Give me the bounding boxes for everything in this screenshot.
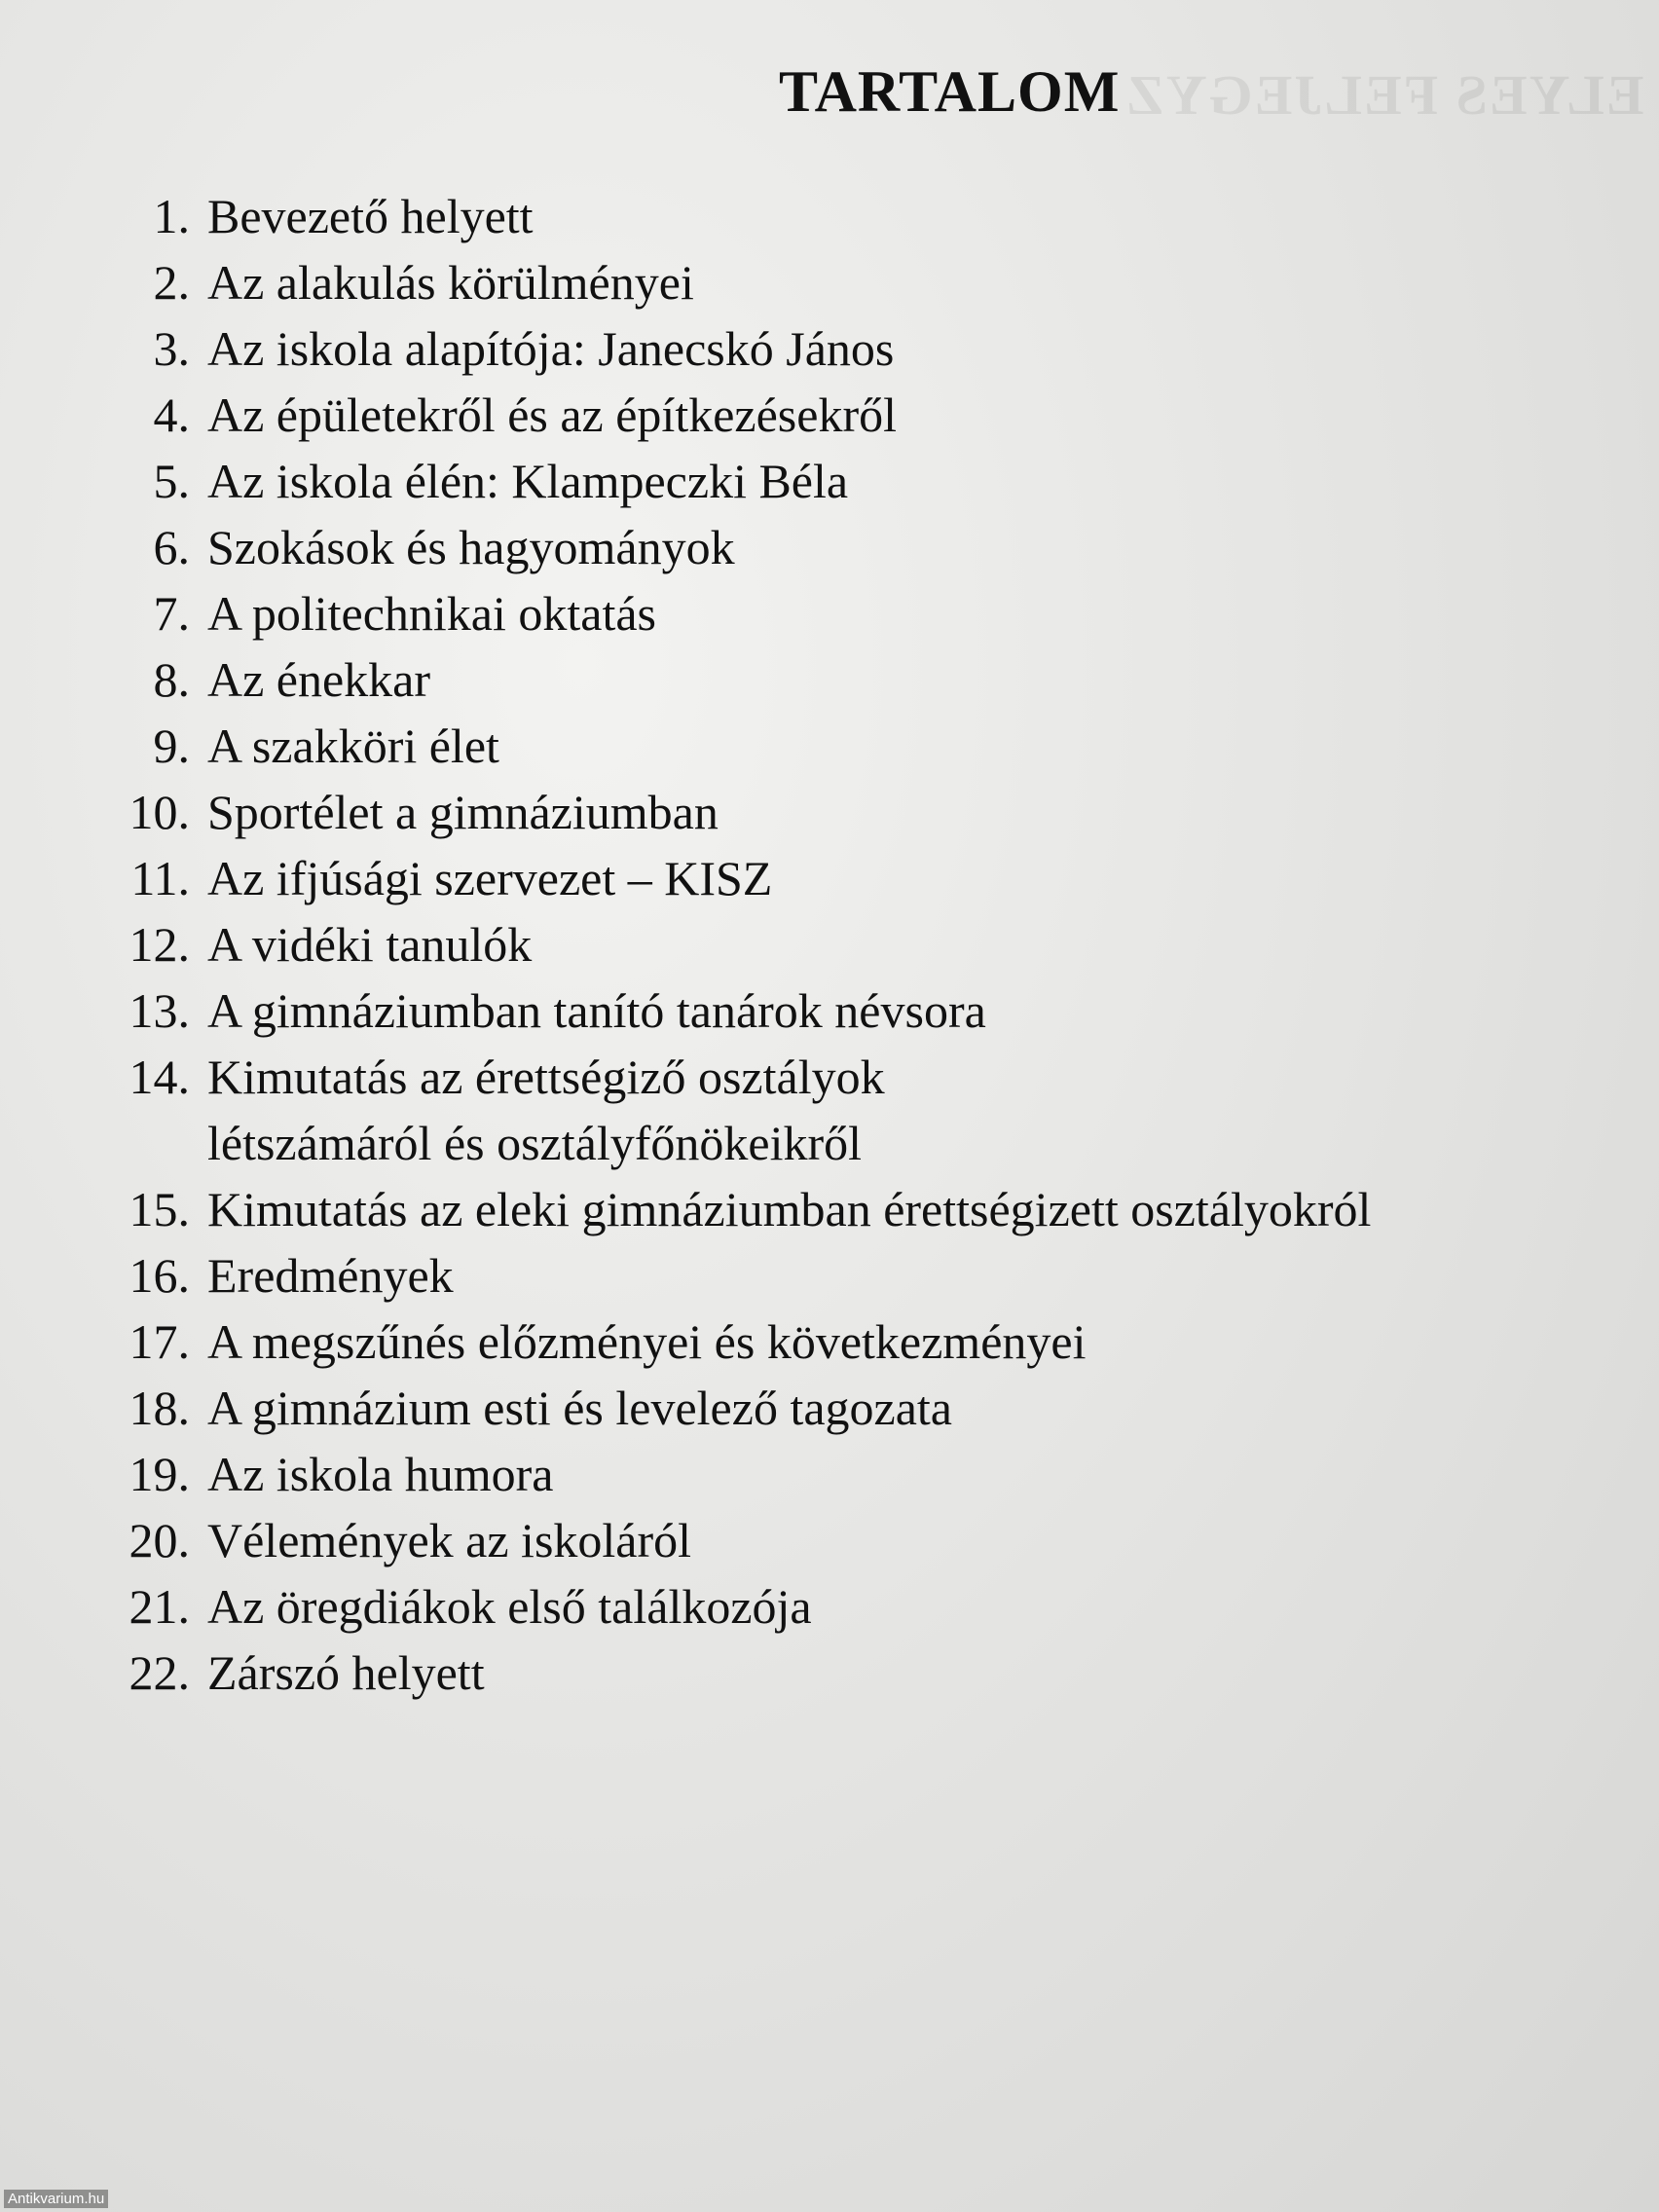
toc-item-title [0,1242,1371,1309]
toc-item-number: 4. [153,387,190,442]
toc-item-title [0,580,1371,646]
toc-item [0,315,1371,382]
toc-item-title [0,1640,1371,1706]
toc-item-title [0,911,1371,977]
toc-item-title [0,646,1371,713]
toc-item-title-line: A gimnáziumban tanító tanárok névsora [207,983,986,1038]
toc-item-title-line: Az iskola humora [207,1447,554,1501]
toc-item-title-line: Kimutatás az eleki gimnáziumban érettségizett osztályokról [207,1182,1372,1236]
toc-item-title [0,977,1371,1044]
toc-item-number: 13. [129,983,190,1038]
toc-item [0,911,1371,977]
toc-item [0,1309,1371,1375]
toc-item [0,580,1371,646]
toc-item-title-line: Az épületekről és az építkezésekről [207,387,897,442]
toc-item-title-line: Eredmények [207,1248,454,1303]
toc-item-number: 3. [153,321,190,376]
toc-item [0,249,1371,315]
toc-item-title [0,448,1371,514]
toc-item [0,382,1371,448]
toc-item-title-line: Az énekkar [207,652,431,707]
page-title: TARTALOM [779,59,1121,124]
toc-item-number: 17. [129,1314,190,1369]
toc-item-title [0,514,1371,580]
toc-item-title [0,315,1371,382]
toc-item-title [0,1507,1371,1573]
toc-item-number: 20. [129,1513,190,1567]
toc-item-title-line: Zárszó helyett [207,1645,485,1700]
toc-item [0,1640,1371,1706]
toc-item-title-line: Sportélet a gimnáziumban [207,785,719,839]
toc-item [0,183,1371,249]
toc-item-title-line: Az iskola alapítója: Janecskó János [207,321,895,376]
toc-item-title-line: Az öregdiákok első találkozója [207,1579,812,1634]
toc-item-number: 15. [129,1182,190,1236]
toc-item-number: 11. [130,851,190,905]
toc-item-title [0,713,1371,779]
toc-item-title [0,1375,1371,1441]
toc-item-number: 14. [129,1050,190,1104]
watermark: Antikvarium.hu [4,2190,108,2208]
toc-item-number: 8. [153,652,190,707]
toc-item-title [0,845,1371,911]
toc-item-number: 22. [129,1645,190,1700]
toc-item-title-line: Kimutatás az érettségiző osztályok [207,1050,885,1104]
toc-item-title-line: A politechnikai oktatás [207,586,657,641]
toc-item-number: 21. [129,1579,190,1634]
toc-item-number: 1. [153,189,190,243]
toc-item-number: 12. [129,917,190,972]
toc-item [0,845,1371,911]
bleed-through-text: ELYES FELJEGYZ [1124,63,1644,127]
toc-item-title-line: Az iskola élén: Klampeczki Béla [207,454,849,508]
toc-item-title-line: létszámáról és osztályfőnökeikről [207,1116,862,1170]
toc-item-title [0,1176,1371,1242]
toc-item-title [0,183,1371,249]
toc-item-number: 19. [129,1447,190,1501]
toc-item-number: 9. [153,719,190,773]
toc-item-title [0,779,1371,845]
toc-item-number: 16. [129,1248,190,1303]
toc-item-number: 7. [153,586,190,641]
toc-item-title-line: A megszűnés előzményei és következményei [207,1314,1087,1369]
toc-item [0,1242,1371,1309]
toc-item-number: 10. [129,785,190,839]
toc-item-title-line: A szakköri élet [207,719,499,773]
toc-item [0,1375,1371,1441]
toc-item-number: 18. [129,1381,190,1435]
toc-item [0,713,1371,779]
toc-item-title-line: Az alakulás körülményei [207,255,694,310]
toc-item-title-line: A vidéki tanulók [207,917,533,972]
toc-item-number: 2. [153,255,190,310]
toc-item [0,1441,1371,1507]
toc-item-title-line: Bevezető helyett [207,189,534,243]
toc-item [0,1507,1371,1573]
toc-item [0,646,1371,713]
toc-item-title [0,1573,1371,1640]
toc-item [0,514,1371,580]
toc-item-title-line: Az ifjúsági szervezet – KISZ [207,851,773,905]
toc-item-title-line: Vélemények az iskoláról [207,1513,692,1567]
table-of-contents [0,183,1371,1706]
toc-item-title [0,1441,1371,1507]
toc-item [0,1044,1371,1176]
toc-item-number: 5. [153,454,190,508]
toc-item [0,1573,1371,1640]
toc-item-title [0,1309,1371,1375]
toc-item [0,779,1371,845]
toc-item [0,1176,1371,1242]
toc-item-title [0,1044,1371,1176]
toc-item-title [0,382,1371,448]
toc-item [0,448,1371,514]
toc-item-title-line: A gimnázium esti és levelező tagozata [207,1381,952,1435]
toc-item-title-line: Szokások és hagyományok [207,520,735,574]
toc-item-title [0,249,1371,315]
toc-item-number: 6. [153,520,190,574]
toc-item [0,977,1371,1044]
